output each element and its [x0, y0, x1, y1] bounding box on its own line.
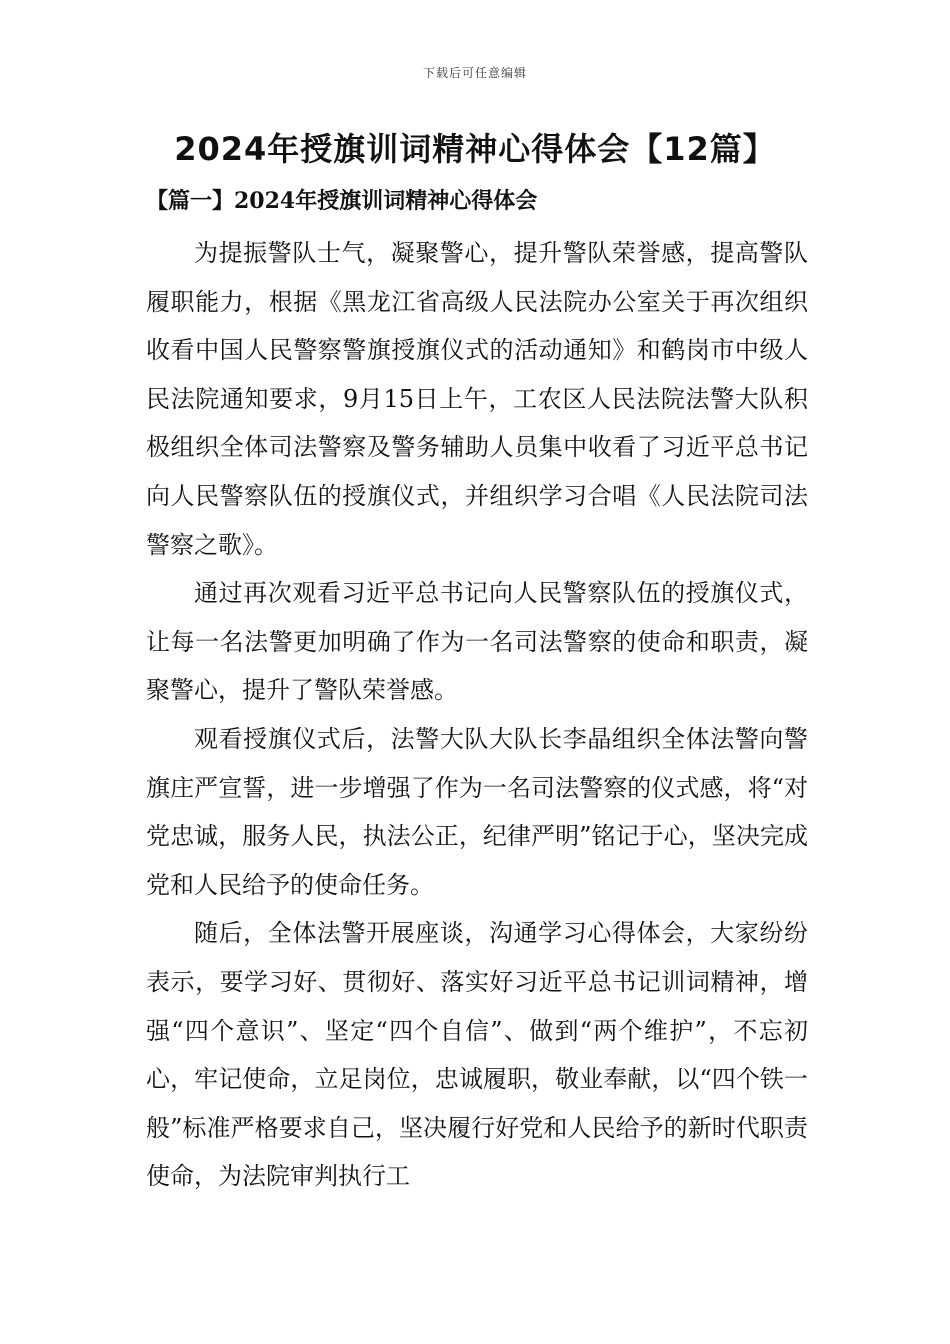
paragraph-1: 为提振警队士气，凝聚警心，提升警队荣誉感，提高警队履职能力，根据《黑龙江省高级人民法院办公室关于再次组织收看中国人民警察警旗授旗仪式的活动通知》和鹤岗市中级人民法院通知要求，9月15日上午，工农区人民法院法警大队积极组织全体司法警察及警务辅助人员集中收看了习近平总书记向人民警察队伍的授旗仪式，并组织学习合唱《人民法院司法警察之歌》。 — [146, 239, 808, 559]
header-note: 下载后可任意编辑 — [422, 66, 527, 80]
document-title: 2024年授旗训词精神心得体会【12篇】 — [174, 130, 776, 168]
paragraph-2: 通过再次观看习近平总书记向人民警察队伍的授旗仪式，让每一名法警更加明确了作为一名司法警察的使命和职责，凝聚警心，提升了警队荣誉感。 — [146, 579, 808, 705]
section-heading: 【篇一】2024年授旗训词精神心得体会 — [146, 188, 538, 214]
document-body — [146, 229, 808, 1201]
paragraph-3: 观看授旗仪式后，法警大队大队长李晶组织全体法警向警旗庄严宣誓，进一步增强了作为一名司法警察的仪式感，将“对党忠诚，服务人民，执法公正，纪律严明”铭记于心，坚决完成党和人民给予的使命任务。 — [146, 724, 808, 899]
paragraph-4: 随后，全体法警开展座谈，沟通学习心得体会，大家纷纷表示，要学习好、贯彻好、落实好习近平总书记训词精神，增强“四个意识”、坚定“四个自信”、做到“两个维护”，不忘初心，牢记使命，立足岗位，忠诚履职，敬业奉献，以“四个铁一般”标准严格要求自己，坚决履行好党和人民给予的新时代职责使命，为法院审判执行工 — [146, 919, 808, 1191]
